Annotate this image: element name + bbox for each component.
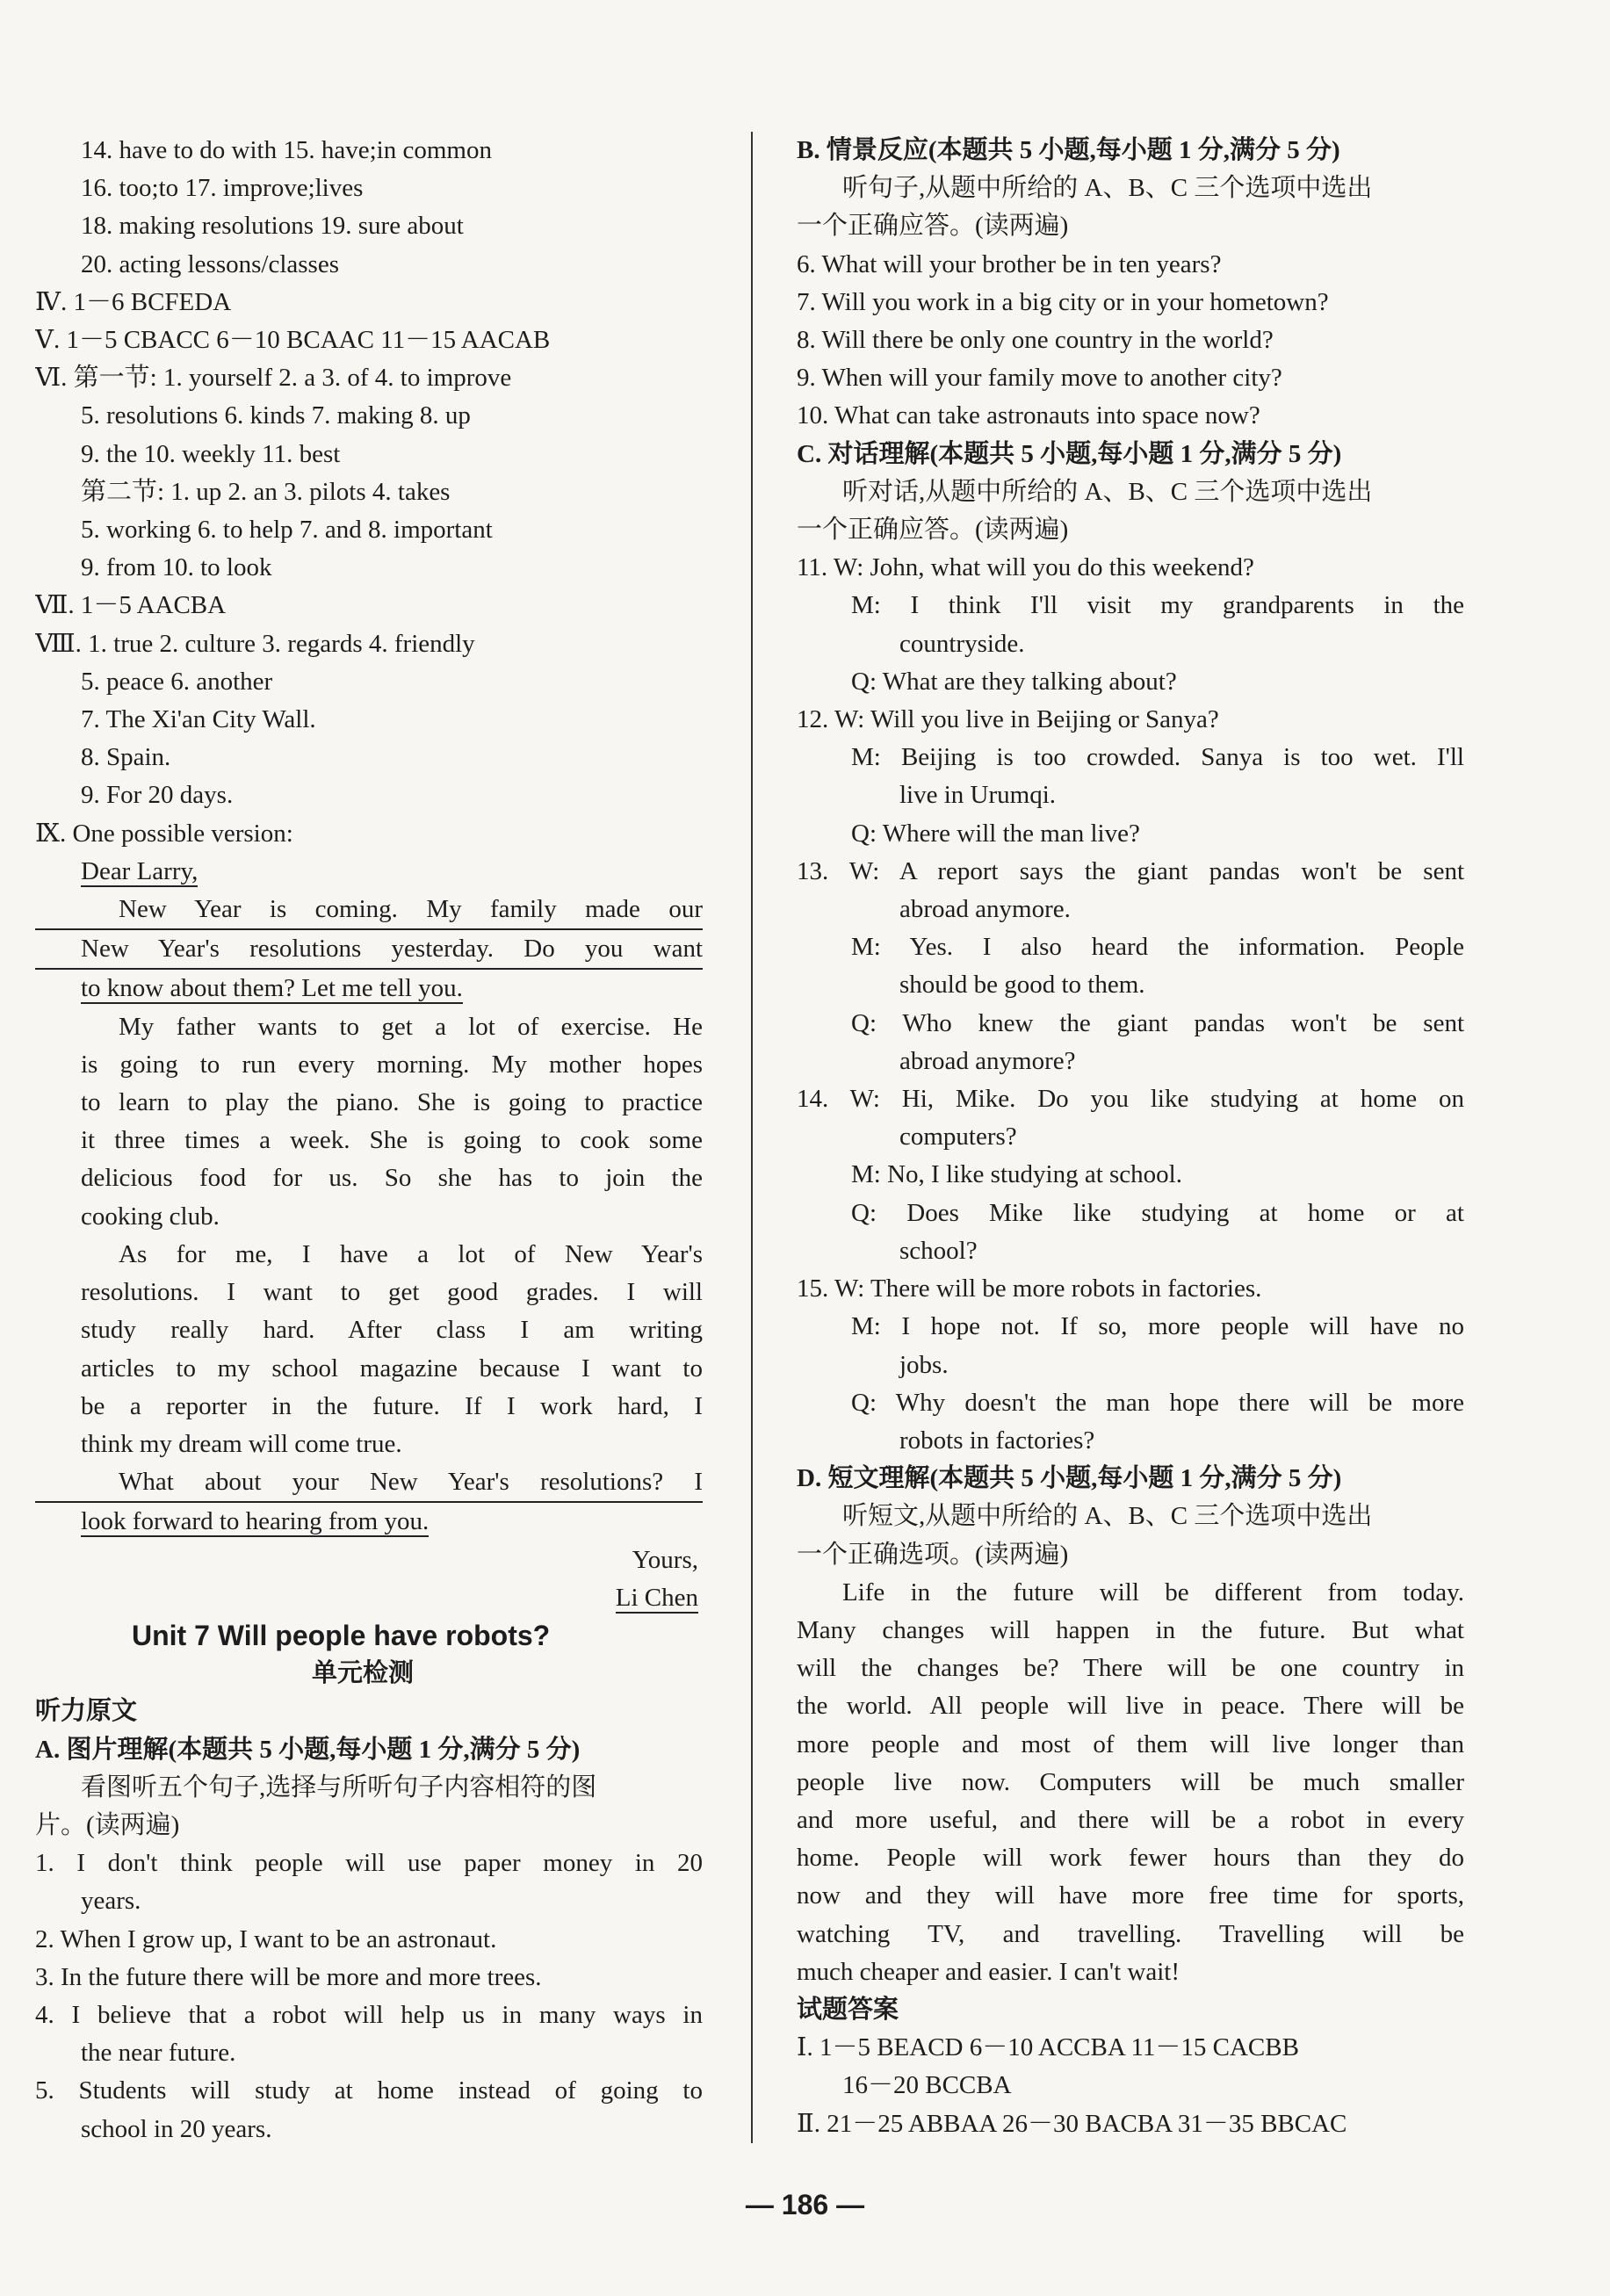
text-line bbox=[35, 1769, 703, 1807]
line-text: As for me, I have a lot of New Year's bbox=[119, 1239, 703, 1268]
line-text: think my dream will come true. bbox=[81, 1429, 402, 1458]
text-line bbox=[35, 1463, 703, 1503]
text-line bbox=[797, 1043, 1464, 1080]
text-line bbox=[797, 1005, 1464, 1043]
text-line bbox=[35, 1693, 703, 1730]
line-text: 3. In the future there will be more and more trees. bbox=[35, 1962, 542, 1991]
text-line bbox=[35, 170, 703, 207]
line-text: the world. All people will live in peace. There will be bbox=[797, 1692, 1464, 1721]
line-text: Q: Does Mike like studying at home or at bbox=[851, 1198, 1464, 1227]
text-line bbox=[35, 1198, 703, 1236]
text-line bbox=[35, 1426, 703, 1463]
line-text: cooking club. bbox=[81, 1202, 220, 1231]
line-text: live in Urumqi. bbox=[899, 781, 1057, 810]
text-line bbox=[797, 1877, 1464, 1915]
line-text: C. 对话理解(本题共 5 小题,每小题 1 分,满分 5 分) bbox=[797, 439, 1342, 468]
text-line bbox=[35, 701, 703, 739]
line-text: Ⅴ. 1－5 CBACC 6－10 BCAAC 11－15 AACAB bbox=[35, 326, 551, 355]
text-line bbox=[797, 473, 1464, 511]
underlined-text: look forward to hearing from you. bbox=[81, 1507, 430, 1536]
line-text: delicious food for us. So she has to join the bbox=[81, 1164, 703, 1193]
text-line bbox=[35, 1236, 703, 1274]
text-line bbox=[35, 1084, 703, 1122]
text-line bbox=[35, 739, 703, 776]
line-text: D. 短文理解(本题共 5 小题,每小题 1 分,满分 5 分) bbox=[797, 1464, 1342, 1493]
text-line bbox=[797, 246, 1464, 284]
text-line bbox=[797, 1156, 1464, 1194]
line-text: countryside. bbox=[899, 629, 1025, 658]
text-line bbox=[35, 1503, 703, 1541]
line-text: M: Yes. I also heard the information. People bbox=[851, 933, 1464, 962]
line-text: much cheaper and easier. I can't wait! bbox=[797, 1957, 1180, 1986]
text-line bbox=[35, 970, 703, 1007]
text-line bbox=[797, 397, 1464, 435]
text-line bbox=[797, 1801, 1464, 1839]
line-text: 13. W: A report says the giant pandas won't be sent bbox=[797, 856, 1464, 885]
text-line bbox=[35, 473, 703, 511]
line-text: home. People will work fewer hours than they do bbox=[797, 1844, 1464, 1873]
text-line bbox=[35, 891, 703, 930]
underlined-text: New Year's resolutions yesterday. Do you want bbox=[81, 935, 703, 964]
text-line bbox=[35, 930, 703, 970]
line-text: Unit 7 Will people have robots? bbox=[132, 1619, 551, 1651]
line-text: people live now. Computers will be much smaller bbox=[797, 1767, 1464, 1796]
line-text: Ⅳ. 1－6 BCFEDA bbox=[35, 287, 232, 316]
line-text: 一个正确应答。(读两遍) bbox=[797, 516, 1069, 545]
line-text: jobs. bbox=[899, 1350, 949, 1379]
line-text: 12. W: Will you live in Beijing or Sanya? bbox=[797, 705, 1219, 734]
text-line bbox=[35, 1388, 703, 1426]
text-line bbox=[35, 2111, 703, 2148]
text-line bbox=[35, 2072, 703, 2110]
line-text: 7. The Xi'an City Wall. bbox=[81, 705, 316, 734]
line-text: 听句子,从题中所给的 A、B、C 三个选项中选出 bbox=[842, 174, 1373, 203]
line-text: 7. Will you work in a big city or in your hometown? bbox=[797, 287, 1329, 316]
text-line bbox=[797, 1232, 1464, 1270]
text-line bbox=[797, 2029, 1464, 2067]
line-text: 9. When will your family move to another city? bbox=[797, 364, 1282, 393]
line-text: 单元检测 bbox=[312, 1659, 415, 1688]
line-text: 第二节: 1. up 2. an 3. pilots 4. takes bbox=[81, 477, 451, 506]
text-line bbox=[35, 1579, 703, 1617]
line-text: 看图听五个句子,选择与所听句子内容相符的图 bbox=[81, 1773, 597, 1801]
line-text: Yours, bbox=[632, 1545, 698, 1574]
text-line bbox=[797, 132, 1464, 170]
line-text: school? bbox=[899, 1236, 978, 1265]
text-line bbox=[797, 2067, 1464, 2105]
text-line bbox=[797, 207, 1464, 245]
line-text: is going to run every morning. My mother hopes bbox=[81, 1050, 703, 1079]
line-text: 9. from 10. to look bbox=[81, 553, 272, 582]
text-line bbox=[35, 1159, 703, 1197]
text-line bbox=[35, 359, 703, 397]
text-line bbox=[35, 1311, 703, 1349]
text-line bbox=[35, 436, 703, 473]
line-text: 5. resolutions 6. kinds 7. making 8. up bbox=[81, 401, 471, 430]
line-text: robots in factories? bbox=[899, 1426, 1095, 1455]
text-line bbox=[35, 1882, 703, 1920]
text-line bbox=[797, 776, 1464, 814]
text-line bbox=[35, 1845, 703, 1882]
line-text: computers? bbox=[899, 1123, 1017, 1152]
page-number: — 186 — bbox=[745, 2189, 865, 2220]
line-text: 听短文,从题中所给的 A、B、C 三个选项中选出 bbox=[842, 1502, 1373, 1531]
text-line bbox=[797, 891, 1464, 928]
line-text: 6. What will your brother be in ten years? bbox=[797, 249, 1222, 278]
line-text: now and they will have more free time for sports, bbox=[797, 1881, 1464, 1910]
line-text: Ⅷ. 1. true 2. culture 3. regards 4. friendly bbox=[35, 629, 475, 658]
column-divider bbox=[751, 132, 753, 2143]
text-line bbox=[797, 170, 1464, 207]
line-text: Ⅵ. 第一节: 1. yourself 2. a 3. of 4. to improve bbox=[35, 364, 512, 393]
text-line bbox=[797, 739, 1464, 776]
text-line bbox=[797, 1308, 1464, 1346]
text-line bbox=[797, 1953, 1464, 1991]
text-line bbox=[797, 1650, 1464, 1687]
text-line bbox=[797, 701, 1464, 739]
line-text: 9. the 10. weekly 11. best bbox=[81, 439, 341, 468]
line-text: 试题答案 bbox=[797, 1995, 899, 2024]
line-text: Life in the future will be different from today. bbox=[842, 1578, 1464, 1606]
text-line bbox=[35, 1807, 703, 1845]
line-text: Ⅶ. 1－5 AACBA bbox=[35, 591, 227, 620]
text-line bbox=[797, 625, 1464, 663]
line-text: should be good to them. bbox=[899, 971, 1145, 1000]
line-text: Q: Why doesn't the man hope there will be more bbox=[851, 1388, 1464, 1417]
underlined-text: Li Chen bbox=[615, 1583, 698, 1612]
underlined-text: What about your New Year's resolutions? I bbox=[119, 1468, 703, 1497]
line-text: Q: What are they talking about? bbox=[851, 667, 1177, 696]
line-text: 14. W: Hi, Mike. Do you like studying at home on bbox=[797, 1085, 1464, 1114]
text-line bbox=[797, 1536, 1464, 1574]
text-line bbox=[797, 1764, 1464, 1801]
line-text: 16. too;to 17. improve;lives bbox=[81, 174, 364, 203]
text-line bbox=[797, 1080, 1464, 1118]
line-text: Q: Who knew the giant pandas won't be sent bbox=[851, 1008, 1464, 1037]
text-line bbox=[797, 1574, 1464, 1612]
text-line bbox=[35, 663, 703, 701]
line-text: more people and most of them will live longer than bbox=[797, 1729, 1464, 1758]
text-line bbox=[35, 853, 703, 891]
line-text: 一个正确应答。(读两遍) bbox=[797, 212, 1069, 241]
line-text: My father wants to get a lot of exercise. He bbox=[119, 1012, 703, 1041]
text-line bbox=[35, 511, 703, 549]
text-line bbox=[35, 397, 703, 435]
text-line bbox=[35, 246, 703, 284]
line-text: 11. W: John, what will you do this weekend? bbox=[797, 553, 1254, 582]
line-text: articles to my school magazine because I want to bbox=[81, 1354, 703, 1383]
line-text: 2. When I grow up, I want to be an astronaut. bbox=[35, 1924, 497, 1953]
text-line bbox=[797, 1916, 1464, 1953]
text-line bbox=[797, 966, 1464, 1004]
text-line bbox=[35, 1274, 703, 1311]
text-line bbox=[797, 1384, 1464, 1422]
line-text: it three times a week. She is going to cook some bbox=[81, 1126, 703, 1155]
text-line bbox=[35, 1996, 703, 2034]
line-text: M: No, I like studying at school. bbox=[851, 1160, 1182, 1189]
line-text: study really hard. After class I am writing bbox=[81, 1316, 703, 1345]
line-text: 片。(读两遍) bbox=[35, 1810, 180, 1839]
line-text: 4. I believe that a robot will help us in many ways in bbox=[35, 2000, 703, 2029]
text-line bbox=[797, 1839, 1464, 1877]
text-line bbox=[797, 2105, 1464, 2143]
text-line bbox=[797, 928, 1464, 966]
line-text: 一个正确选项。(读两遍) bbox=[797, 1540, 1069, 1569]
text-line bbox=[35, 1350, 703, 1388]
text-line bbox=[797, 359, 1464, 397]
line-text: Q: Where will the man live? bbox=[851, 819, 1140, 848]
line-text: school in 20 years. bbox=[81, 2114, 272, 2143]
line-text: 5. Students will study at home instead of going to bbox=[35, 2076, 703, 2105]
text-line bbox=[797, 549, 1464, 587]
text-line bbox=[35, 284, 703, 321]
text-line bbox=[797, 1118, 1464, 1156]
text-line bbox=[35, 321, 703, 359]
text-line bbox=[797, 1270, 1464, 1308]
line-text: 18. making resolutions 19. sure about bbox=[81, 212, 464, 241]
line-text: 1. I don't think people will use paper money in 20 bbox=[35, 1849, 703, 1878]
text-line bbox=[35, 815, 703, 853]
line-text: 9. For 20 days. bbox=[81, 781, 234, 810]
right-column bbox=[797, 132, 1464, 2143]
underlined-text: Dear Larry, bbox=[81, 856, 199, 885]
line-text: years. bbox=[81, 1887, 141, 1916]
text-line bbox=[35, 1122, 703, 1159]
line-text: 10. What can take astronauts into space now? bbox=[797, 401, 1260, 430]
line-text: M: I think I'll visit my grandparents in the bbox=[851, 591, 1464, 620]
line-text: will the changes be? There will be one country in bbox=[797, 1654, 1464, 1683]
text-line bbox=[797, 815, 1464, 853]
text-line bbox=[797, 663, 1464, 701]
line-text: abroad anymore. bbox=[899, 895, 1071, 924]
text-line bbox=[797, 284, 1464, 321]
line-text: the near future. bbox=[81, 2039, 236, 2068]
text-line bbox=[35, 207, 703, 245]
line-text: resolutions. I want to get good grades. I will bbox=[81, 1278, 703, 1307]
line-text: 14. have to do with 15. have;in common bbox=[81, 136, 492, 164]
line-text: Ⅸ. One possible version: bbox=[35, 819, 293, 848]
line-text: 20. acting lessons/classes bbox=[81, 249, 339, 278]
text-line bbox=[35, 132, 703, 170]
text-line bbox=[35, 1617, 703, 1655]
line-text: 听力原文 bbox=[35, 1697, 138, 1726]
left-column bbox=[35, 132, 703, 2148]
line-text: 5. peace 6. another bbox=[81, 667, 273, 696]
text-line bbox=[797, 587, 1464, 625]
text-line bbox=[797, 1991, 1464, 2029]
line-text: M: I hope not. If so, more people will have no bbox=[851, 1312, 1464, 1341]
line-text: Ⅱ. 21－25 ABBAA 26－30 BACBA 31－35 BBCAC bbox=[797, 2109, 1347, 2138]
line-text: Many changes will happen in the future. But what bbox=[797, 1615, 1464, 1644]
line-text: and more useful, and there will be a robot in every bbox=[797, 1805, 1464, 1834]
line-text: 16－20 BCCBA bbox=[842, 2071, 1012, 2100]
line-text: 8. Spain. bbox=[81, 743, 171, 772]
text-line bbox=[35, 549, 703, 587]
text-line bbox=[797, 1612, 1464, 1650]
text-line bbox=[797, 321, 1464, 359]
line-text: Ⅰ. 1－5 BEACD 6－10 ACCBA 11－15 CACBB bbox=[797, 2033, 1299, 2062]
line-text: 听对话,从题中所给的 A、B、C 三个选项中选出 bbox=[842, 477, 1373, 506]
text-line bbox=[35, 1959, 703, 1996]
text-line bbox=[797, 1460, 1464, 1498]
text-line bbox=[797, 1195, 1464, 1232]
text-line bbox=[35, 776, 703, 814]
text-line bbox=[35, 625, 703, 663]
line-text: B. 情景反应(本题共 5 小题,每小题 1 分,满分 5 分) bbox=[797, 136, 1340, 164]
line-text: 5. working 6. to help 7. and 8. important bbox=[81, 516, 493, 545]
line-text: abroad anymore? bbox=[899, 1046, 1076, 1075]
text-line bbox=[797, 853, 1464, 891]
text-line bbox=[35, 1921, 703, 1959]
underlined-text: to know about them? Let me tell you. bbox=[81, 974, 463, 1003]
text-line bbox=[35, 1046, 703, 1084]
line-text: 15. W: There will be more robots in factories. bbox=[797, 1274, 1262, 1303]
text-line bbox=[35, 1008, 703, 1046]
text-line bbox=[797, 1498, 1464, 1535]
line-text: to learn to play the piano. She is going to practice bbox=[81, 1088, 703, 1117]
line-text: A. 图片理解(本题共 5 小题,每小题 1 分,满分 5 分) bbox=[35, 1735, 581, 1764]
text-line bbox=[35, 587, 703, 625]
text-line bbox=[35, 1541, 703, 1579]
line-text: watching TV, and travelling. Travelling will be bbox=[797, 1919, 1464, 1948]
line-text: M: Beijing is too crowded. Sanya is too wet. I'll bbox=[851, 743, 1464, 772]
text-line bbox=[35, 1655, 703, 1693]
text-line bbox=[797, 1347, 1464, 1384]
text-line bbox=[35, 2034, 703, 2072]
text-line bbox=[797, 511, 1464, 549]
text-line bbox=[35, 1731, 703, 1769]
text-line bbox=[797, 1687, 1464, 1725]
text-line bbox=[797, 1726, 1464, 1764]
line-text: 8. Will there be only one country in the world? bbox=[797, 326, 1274, 355]
text-line bbox=[797, 1422, 1464, 1460]
text-line bbox=[797, 436, 1464, 473]
line-text: be a reporter in the future. If I work hard, I bbox=[81, 1391, 703, 1420]
underlined-text: New Year is coming. My family made our bbox=[119, 895, 703, 924]
